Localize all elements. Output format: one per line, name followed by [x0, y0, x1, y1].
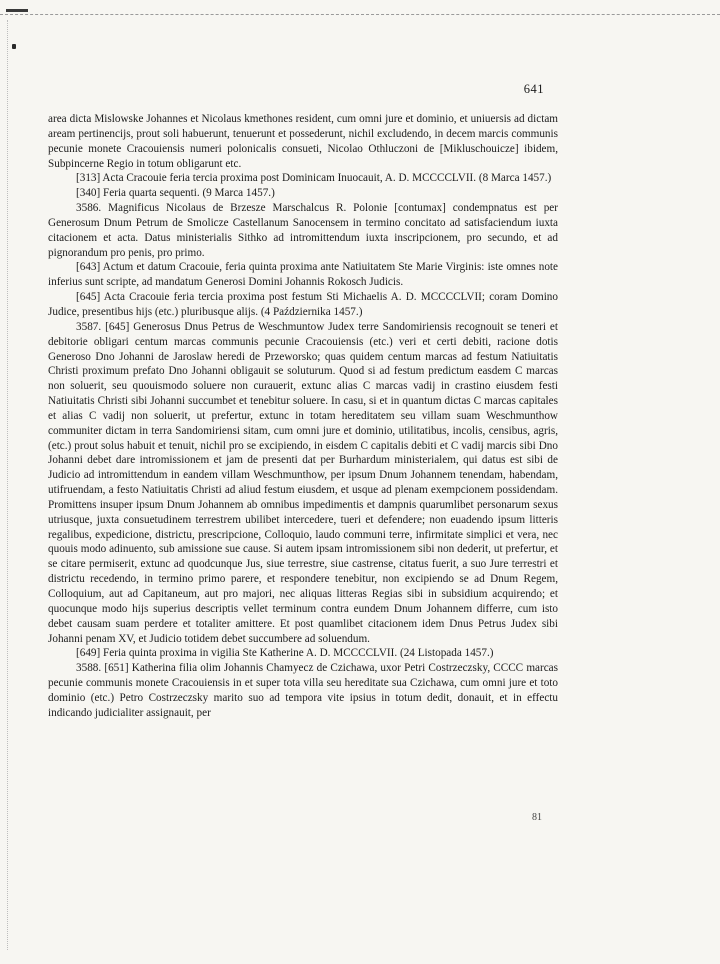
- scan-edge-line: [0, 14, 720, 15]
- acta-note: [645] Acta Cracouie feria tercia proxima post festum Sti Michaelis A. D. MCCCCLVII; coram Domino Judice, presentibus hijs (etc.) pluribusque alijs. (4 Października 1457.): [48, 291, 558, 318]
- acta-note: [313] Acta Cracouie feria tercia proxima post Dominicam Inuocauit, A. D. MCCCCLVII. (8 Marca 1457.): [76, 172, 552, 185]
- entry-3586: 3586. Magnificus Nicolaus de Brzesze Marschalcus R. Polonie [contumax] condempnatus est per Generosum Dnum Petrum de Smolicze Castellanum Sanocensem in termino concitato ad satisfaciendum iuxta citacionem et acta. Datus ministerialis Sithko ad intromittendum iuxta inscripcionem, pro secundo, et ad pignorandum pro penis, pro primo.: [48, 202, 558, 259]
- scan-mark: [6, 9, 28, 12]
- acta-note: [643] Actum et datum Cracouie, feria quinta proxima ante Natiuitatem Ste Marie Virginis: iste omnes note inferius sunt scripte, ad mandatum Generosi Domini Johannis Rokosch Judicis.: [48, 261, 558, 289]
- paragraph-continuation: area dicta Mislowske Johannes et Nicolaus kmethones resident, cum omni jure et dominio, et uniuersis ad dictam aream pertinencijs, prout soli habuerunt, tenuerunt et possederunt, nichil excludendo, in decem marcis communis pecunie monete Cracouiensis numeri polonicalis consueti, Nicolao Othluczoni de [Mikluschouicze] ibidem, Subpincerne Regio in totum obligarunt etc.: [48, 113, 558, 170]
- entry-3588: 3588. [651] Katherina filia olim Johannis Chamyecz de Czichawa, uxor Petri Costrzeczsky, CCCC marcas pecunie communis monete Cracouiensis in et super tota villa seu hereditate sua Czichawa, cum omni jure et toto dominio (etc.) Petro Costrzeczsky marito suo ad tempora vite ipsius in totum dedit, donauit, et in effectu indicando judicialiter assignauit, per: [48, 662, 558, 719]
- page-text: [48, 112, 558, 721]
- date-note: [340] Feria quarta sequenti. (9 Marca 1457.): [76, 187, 275, 200]
- scan-left-edge: [7, 20, 8, 950]
- entry-3587: 3587. [645] Generosus Dnus Petrus de Weschmuntow Judex terre Sandomiriensis recognouit se teneri et debitorie obligari centum marcas communis pecunie Cracouiensis (etc.) veri et certi debiti, racione dotis Generoso Dno Johanni de Jaroslaw heredi de Przeworsko; quas quidem centum marcas ad festum Natiuitatis Christi proximum prefato Dno Johanni obligauit se soluturum. Quod si ad festum predictum easdem C marcas non soluerit, seu quouismodo soluere non curauerit, extunc alias C marcas vadij in crastino eiusdem festi Natiuitatis Christi sibi Johanni succumbet et tenebitur soluere. In casu, si et in quantum dictas C marcas capitales et alias C vadij non soluerit, ut prefertur, extunc in totam hereditatem seu villam suam Weschmunthow communiter dictam in terra Sandomiriensi sitam, cum omni jure et dominio, utilitatibus, incolis, censibus, agris, (etc.) prout solus habuit et tenuit, nichil pro se excipiendo, in eisdem C capitalis debiti et C vadij marcis sibi Dno Johanni debet dare intromissionem et jam de presenti dat per Burhardum ministerialem, qui datus est sibi de Judicio ad intromittendum in eandem villam Weschmunthow, per ipsum Dnum Johannem tenendam, habendam, utifruendam, a festo Natiuitatis Christi ad aliud festum eiusdem, et usque ad plenam exempcionem possidendam. Promittens insuper ipsum Dnum Johannem ab omnibus impedimentis et dampnis quarumlibet personarum sexus utriusque, juxta consuetudinem terrestrem ubilibet intercedere, tueri et defendere; non euadendo ipsum litteris regalibus, expedicione, districtu, prescripcione, Colloquio, laudo communi terre, infirmitate simplici et vera, nec quouis modo adinuento, sub amissione sue cause. Si autem ipsam intromissionem sibi non dederit, ut prefertur, et se citare permiserit, extunc ad quodcunque Jus, siue terrestre, siue castrense, citatus fuerit, a suo Jure terrestri et districtu recedendo, in termino primo parere, et respondere tenebitur, non excipiendo se ad Dnum Regem, Colloquium, aut ad Capitaneum, aut pro majori, nec aliquas litteras Regias sibi in subsidium acquirendo; et quocunque modo hijs superius descriptis vellet terminum contra eundem Dnum Johannem differre, cum isto debet causam suam perdere et totaliter amittere. Et post quamlibet citacionem idem Dnus Petrus Judex sibi Johanni penam XV, et Judicio totidem debet succumbere ad soluendum.: [48, 320, 558, 645]
- scan-dot: [12, 44, 16, 49]
- page-number: 641: [523, 82, 544, 96]
- printer-signature: 81: [532, 812, 542, 823]
- date-note: [649] Feria quinta proxima in vigilia Ste Katherine A. D. MCCCCLVII. (24 Listopada 1457.): [76, 647, 494, 660]
